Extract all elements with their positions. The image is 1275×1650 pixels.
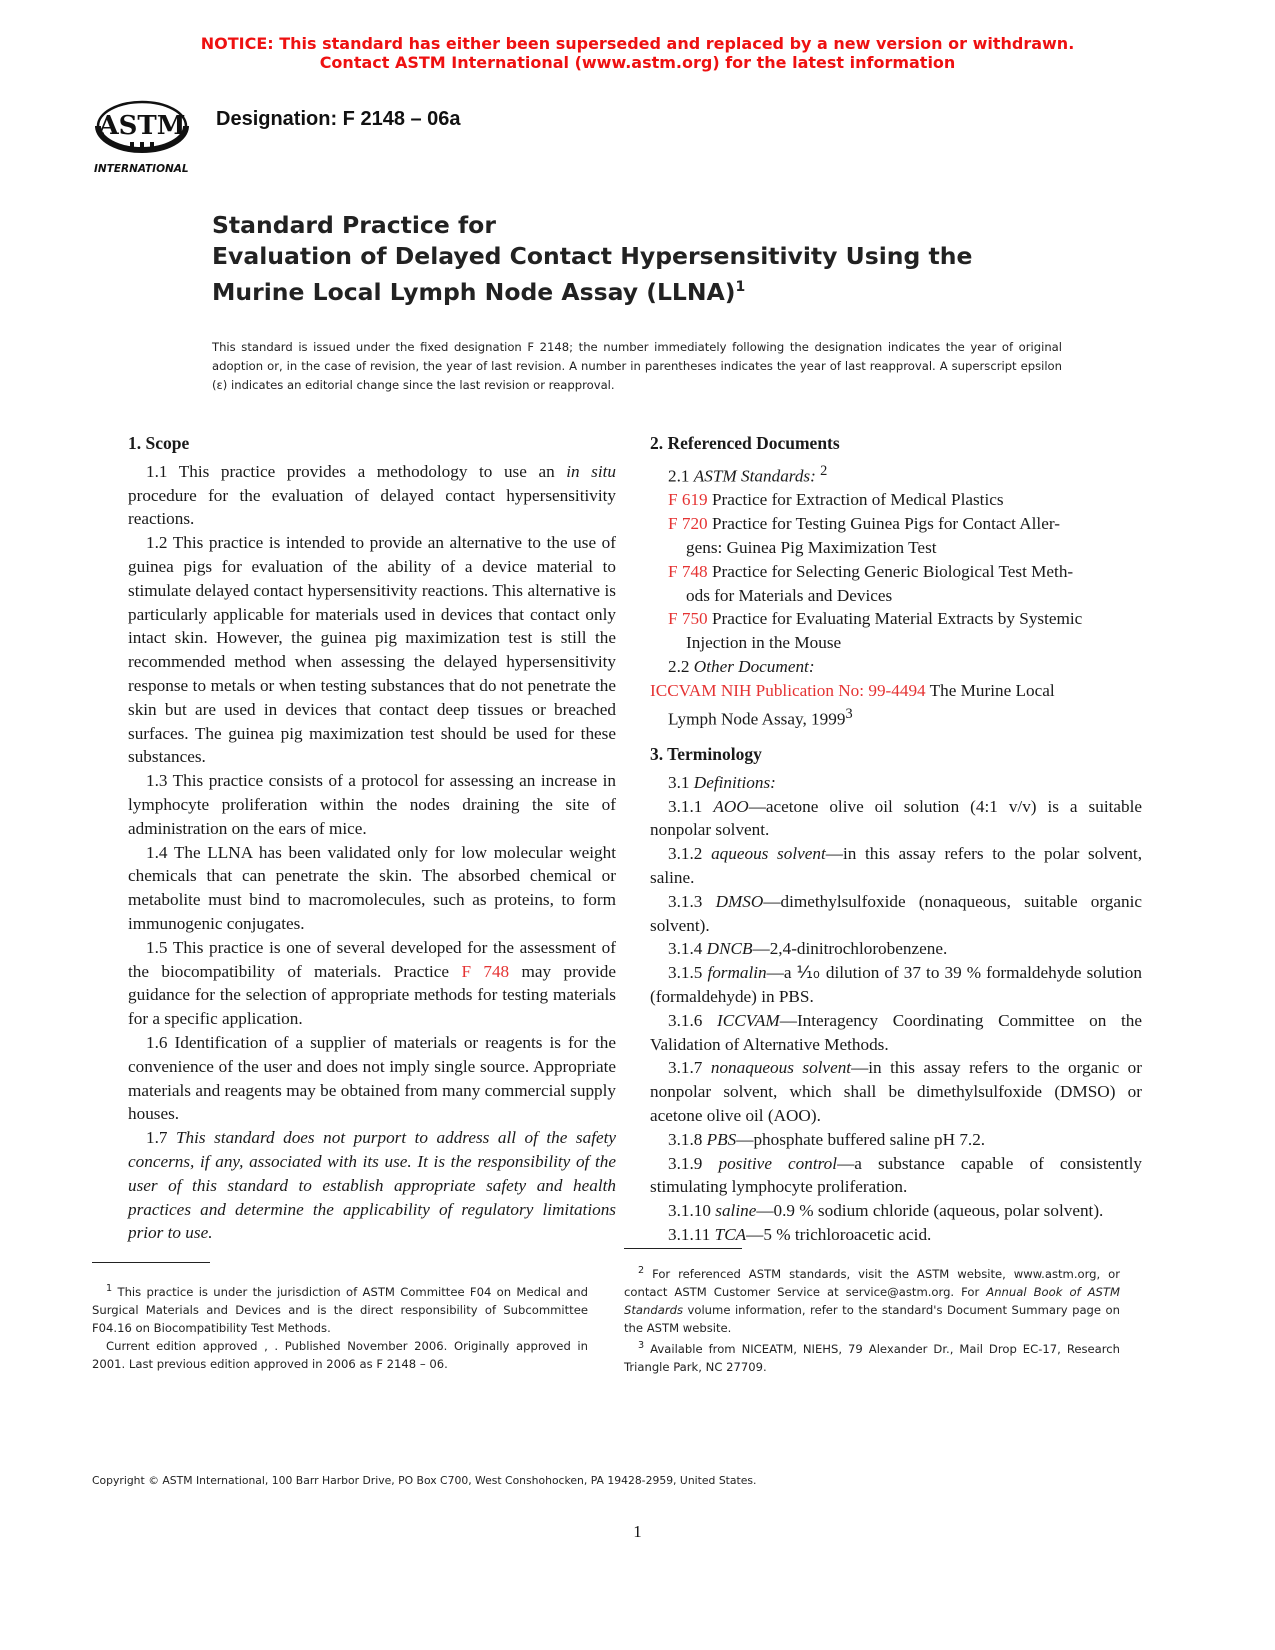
right-column bbox=[650, 432, 1142, 1247]
ref-link-f750[interactable]: F 750 bbox=[668, 609, 708, 629]
title-line-1: Standard Practice for bbox=[212, 211, 496, 239]
ref-link-f748-list[interactable]: F 748 bbox=[668, 561, 708, 581]
definition-item: 3.1.4 DNCB—2,4-dinitrochlorobenzene. bbox=[668, 939, 948, 959]
title-line-3-text: Murine Local Lymph Node Assay (LLNA) bbox=[212, 277, 736, 306]
document-title bbox=[212, 210, 972, 308]
ref-item: F 750 Practice for Evaluating Material Extracts by Systemic Injection in the Mouse bbox=[668, 609, 1083, 653]
notice-banner bbox=[0, 34, 1275, 72]
scope-1-1: 1.1 This practice provides a methodology to use an in situ procedure for the evaluation of delayed contact hypersensitivity reactions. bbox=[128, 461, 617, 529]
definition-item: 3.1.2 aqueous solvent—in this assay refers to the polar solvent, saline. bbox=[650, 844, 1142, 888]
definition-item: 3.1.11 TCA—5 % trichloroacetic acid. bbox=[668, 1224, 932, 1244]
definition-item: 3.1.9 positive control—a substance capable of consistently stimulating lymphocyte proliferation. bbox=[650, 1153, 1142, 1197]
footnotes-left bbox=[92, 1280, 588, 1373]
definition-item: 3.1.8 PBS—phosphate buffered saline pH 7.2. bbox=[668, 1129, 986, 1149]
logo-subtitle: INTERNATIONAL bbox=[94, 163, 189, 175]
notice-line-2: Contact ASTM International (www.astm.org) for the latest information bbox=[319, 53, 956, 72]
definition-item: 3.1.6 ICCVAM—Interagency Coordinating Committee on the Validation of Alternative Methods. bbox=[650, 1010, 1142, 1054]
page-number: 1 bbox=[633, 1522, 642, 1541]
ref-item: F 720 Practice for Testing Guinea Pigs for Contact Aller- gens: Guinea Pig Maximization Test bbox=[668, 514, 1060, 557]
footnote-1-edition: Current edition approved , . Published November 2006. Originally approved in 2001. Last previous edition approved in 2006 as F 2148 – 06. bbox=[92, 1338, 588, 1371]
ref-link-f619[interactable]: F 619 bbox=[668, 490, 708, 510]
astm-logo bbox=[92, 86, 196, 178]
ref-item: F 619 Practice for Extraction of Medical Plastics bbox=[668, 490, 1004, 510]
notice-line-1: NOTICE: This standard has either been superseded and replaced by a new version or withdrawn. bbox=[200, 34, 1075, 53]
definition-item: 3.1.5 formalin—a ⅒ dilution of 37 to 39 % formaldehyde solution (formaldehyde) in PBS. bbox=[650, 963, 1142, 1006]
left-column bbox=[128, 432, 616, 1245]
footnote-rule-right bbox=[624, 1248, 742, 1249]
footnote-3: $^3$ Available from NICEATM, NIEHS, 79 Alexander Dr., Mail Drop EC-17, Research Triangle Park, NC 27709. bbox=[624, 1339, 1120, 1374]
scope-1-5: 1.5 This practice is one of several developed for the assessment of the biocompatibility of materials. Practice F 748 may provide guidance for the selection of appropriate methods for testing materials for a specific application. bbox=[128, 937, 616, 1029]
scope-1-2: 1.2 This practice is intended to provide an alternative to the use of guinea pigs for evaluation of the ability of a device material to stimulate delayed contact hypersensitivity reactions. This alternative is particularly applicable for materials used in devices that contact only intact skin. However, the guinea pig maximization test is still the recommended method when assessing the delayed hypersensitivity response to metals or when testing substances that do not penetrate the skin but are used in devices that contact deep tissues or breached surfaces. The guinea pig maximization test should be used for these substances. bbox=[128, 533, 616, 767]
referenced-2-2: 2.2 Other Document: bbox=[668, 656, 815, 676]
ref-link-f720[interactable]: F 720 bbox=[668, 514, 708, 534]
referenced-list bbox=[650, 488, 1142, 655]
scope-1-4: 1.4 The LLNA has been validated only for low molecular weight chemicals that can penetrate the skin. The absorbed chemical or metabolite must bind to macromolecules, such as proteins, to form immunogenic conjugates. bbox=[128, 842, 616, 933]
logo-letters: ASTM bbox=[98, 111, 186, 141]
scope-1-7: 1.7 This standard does not purport to address all of the safety concerns, if any, associated with its use. It is the responsibility of the user of this standard to establish appropriate safety and health practices and determine the applicability of regulatory limitations prior to use. bbox=[128, 1128, 617, 1243]
footnotes-right bbox=[624, 1262, 1120, 1376]
scope-1-6: 1.6 Identification of a supplier of materials or reagents is for the convenience of the user and does not imply single source. Appropriate materials and reagents may be obtained from many commercial supply houses. bbox=[128, 1032, 616, 1124]
scope-1-3: 1.3 This practice consists of a protocol for assessing an increase in lymphocyte proliferation within the nodes draining the site of administration on the ears of mice. bbox=[128, 771, 616, 838]
title-line-3 bbox=[212, 272, 972, 308]
footnote-rule-left bbox=[92, 1262, 210, 1263]
issued-statement: This standard is issued under the fixed designation F 2148; the number immediately following the designation indicates the year of original adoption or, in the case of revision, the year of last revision. A number in parentheses indicates the year of last reapproval. A superscript epsilon (ε) indicates an editorial change since the last revision or reapproval. bbox=[212, 340, 1062, 392]
referenced-2-1: 2.1 ASTM Standards: $^2$ bbox=[668, 462, 828, 486]
definition-item: 3.1.7 nonaqueous solvent—in this assay refers to the organic or nonpolar solvent, which shall be dimethylsulfoxide (DMSO) or acetone olive oil (AOO). bbox=[650, 1058, 1142, 1125]
designation: Designation: F 2148 – 06a bbox=[216, 108, 461, 130]
definition-item: 3.1.10 saline—0.9 % sodium chloride (aqueous, polar solvent). bbox=[668, 1201, 1104, 1221]
ref-link-f748[interactable]: F 748 bbox=[461, 961, 510, 981]
footnote-1: $^1$ This practice is under the jurisdiction of ASTM Committee F04 on Medical and Surgical Materials and Devices and is the direct responsibility of Subcommittee F04.16 on Biocompatibility Test Methods. bbox=[92, 1283, 588, 1335]
definition-item: 3.1.1 AOO—acetone olive oil solution (4:1 v/v) is a suitable nonpolar solvent. bbox=[650, 796, 1142, 840]
footnote-2: $^2$ For referenced ASTM standards, visit the ASTM website, www.astm.org, or contact ASTM Customer Service at service@astm.org. For Annual Book of ASTM Standards volume information, refer to the standard's Document Summary page on the ASTM website. bbox=[624, 1265, 1121, 1335]
ref-link-iccvam[interactable]: ICCVAM NIH Publication No: 99-4494 bbox=[650, 680, 926, 700]
other-document: ICCVAM NIH Publication No: 99-4494 The Murine Local Lymph Node Assay, 1999$^3$ bbox=[650, 680, 1055, 729]
terminology-heading: 3. Terminology bbox=[650, 744, 762, 765]
title-footnote-mark: 1 bbox=[735, 279, 746, 295]
referenced-heading: 2. Referenced Documents bbox=[650, 433, 840, 453]
title-line-2: Evaluation of Delayed Contact Hypersensitivity Using the bbox=[212, 242, 973, 270]
ref-item: F 748 Practice for Selecting Generic Biological Test Meth- ods for Materials and Devices bbox=[668, 561, 1074, 605]
scope-heading: 1. Scope bbox=[128, 433, 190, 453]
copyright: Copyright © ASTM International, 100 Barr Harbor Drive, PO Box C700, West Conshohocken, PA 19428-2959, United States. bbox=[92, 1474, 757, 1487]
terminology-3-1: 3.1 Definitions: bbox=[668, 772, 776, 792]
definition-item: 3.1.3 DMSO—dimethylsulfoxide (nonaqueous, suitable organic solvent). bbox=[650, 891, 1142, 935]
